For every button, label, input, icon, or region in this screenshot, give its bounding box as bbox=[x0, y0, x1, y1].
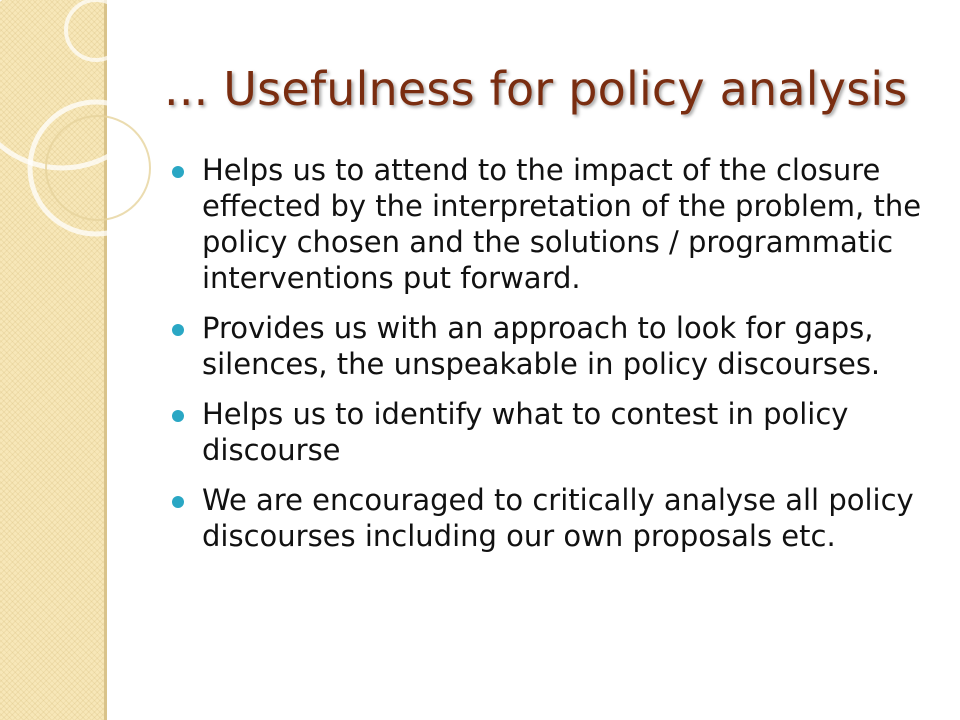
bullet-item bbox=[170, 310, 930, 382]
bullet-list bbox=[170, 152, 930, 568]
bullet-marker-icon bbox=[172, 410, 184, 422]
bullet-marker-icon bbox=[172, 166, 184, 178]
bullet-text: Helps us to attend to the impact of the closure effected by the interpretation of the problem, the policy chosen and the solutions / programmatic interventions put forward. bbox=[202, 153, 922, 295]
bullet-text: We are encouraged to critically analyse all policy discourses including our own proposals etc. bbox=[202, 483, 914, 553]
decorative-ring-upper bbox=[66, 0, 126, 60]
decorative-ring-outer bbox=[0, 0, 158, 168]
slide-title: ... Usefulness for policy analysis bbox=[164, 62, 908, 116]
bullet-item bbox=[170, 152, 930, 296]
bullet-text: Provides us with an approach to look for gaps, silences, the unspeakable in policy discourses. bbox=[202, 311, 881, 381]
bullet-item bbox=[170, 482, 930, 554]
bullet-marker-icon bbox=[172, 324, 184, 336]
decorative-rings bbox=[0, 0, 160, 260]
bullet-text: Helps us to identify what to contest in policy discourse bbox=[202, 397, 849, 467]
bullet-marker-icon bbox=[172, 496, 184, 508]
bullet-item bbox=[170, 396, 930, 468]
